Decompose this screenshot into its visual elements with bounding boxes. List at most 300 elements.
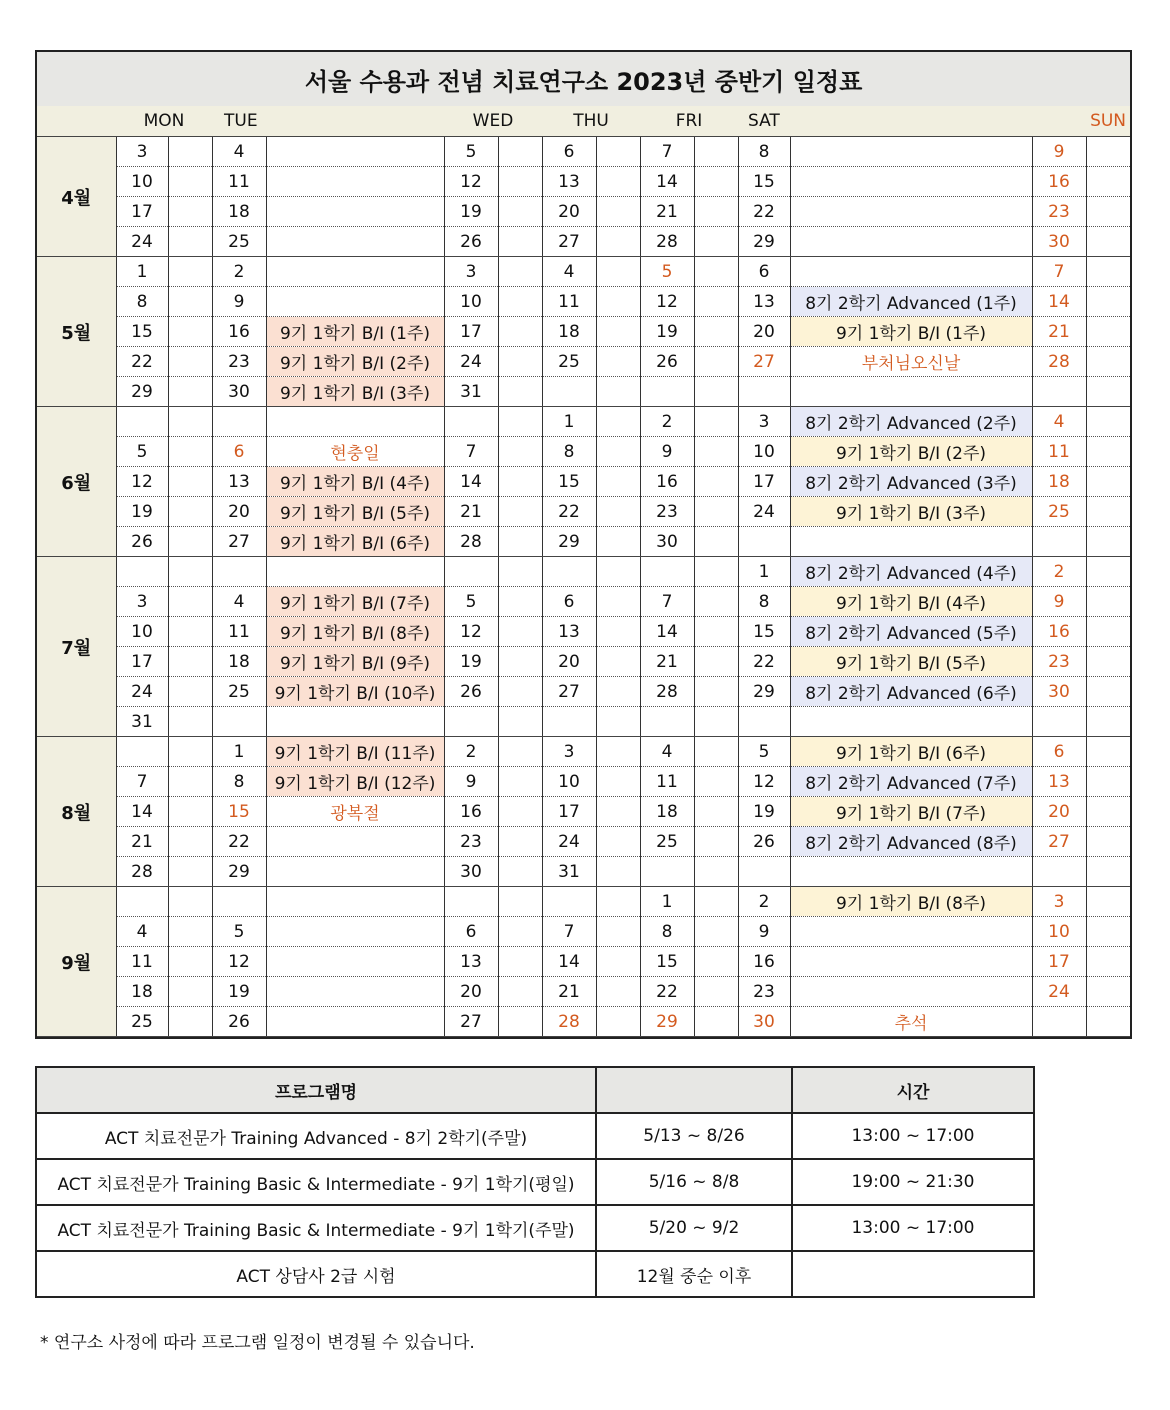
date-cell: 16	[1032, 167, 1086, 197]
weekday-event-cell	[266, 977, 444, 1007]
spacer-cell	[596, 167, 640, 197]
date-cell: 30	[640, 527, 694, 557]
date-cell: 21	[1032, 317, 1086, 347]
month-label: 9월	[37, 887, 116, 1037]
date-cell: 10	[444, 287, 498, 317]
date-cell: 30	[212, 377, 266, 407]
spacer-cell	[168, 797, 212, 827]
spacer-cell	[694, 347, 738, 377]
spacer-cell	[694, 317, 738, 347]
spacer-cell	[1086, 707, 1130, 737]
weekend-event-cell	[790, 977, 1032, 1007]
week-row	[37, 917, 1130, 947]
program-name: ACT 상담사 2급 시험	[36, 1251, 596, 1297]
date-cell: 5	[444, 137, 498, 167]
date-cell	[1032, 527, 1086, 557]
weekday-event-cell: 9기 1학기 B/I (3주)	[266, 377, 444, 407]
spacer-cell	[498, 137, 542, 167]
spacer-cell	[694, 977, 738, 1007]
date-cell: 3	[1032, 887, 1086, 917]
spacer-cell	[168, 827, 212, 857]
spacer-cell	[694, 827, 738, 857]
weekday-event-cell	[266, 887, 444, 917]
spacer-cell	[1086, 407, 1130, 437]
weekday-event-cell	[266, 137, 444, 167]
week-row	[37, 467, 1130, 497]
date-cell: 28	[116, 857, 168, 887]
spacer-cell	[596, 677, 640, 707]
weekday-event-cell: 9기 1학기 B/I (4주)	[266, 467, 444, 497]
week-row	[37, 857, 1130, 887]
weekend-event-cell: 8기 2학기 Advanced (8주)	[790, 827, 1032, 857]
date-cell: 30	[1032, 677, 1086, 707]
spacer-cell	[694, 617, 738, 647]
date-cell: 17	[444, 317, 498, 347]
spacer-cell	[596, 1007, 640, 1037]
date-cell: 5	[212, 917, 266, 947]
weekend-event-cell: 9기 1학기 B/I (3주)	[790, 497, 1032, 527]
week-row	[37, 827, 1130, 857]
date-cell: 21	[542, 977, 596, 1007]
date-cell: 30	[1032, 227, 1086, 257]
program-row	[36, 1159, 1034, 1205]
spacer-cell	[168, 1007, 212, 1037]
week-row	[37, 437, 1130, 467]
spacer-cell	[596, 617, 640, 647]
spacer-cell	[1086, 617, 1130, 647]
date-cell: 7	[640, 587, 694, 617]
date-cell: 16	[212, 317, 266, 347]
date-cell: 18	[212, 197, 266, 227]
date-cell: 3	[116, 587, 168, 617]
weekday-event-cell: 9기 1학기 B/I (5주)	[266, 497, 444, 527]
spacer-cell	[694, 437, 738, 467]
week-row	[37, 737, 1130, 767]
date-cell	[738, 377, 790, 407]
header-time: 시간	[792, 1067, 1034, 1113]
spacer-cell	[596, 377, 640, 407]
spacer-cell	[694, 467, 738, 497]
weekend-event-cell: 9기 1학기 B/I (4주)	[790, 587, 1032, 617]
spacer-cell	[596, 887, 640, 917]
date-cell	[444, 557, 498, 587]
spacer-cell	[498, 857, 542, 887]
spacer-cell	[694, 917, 738, 947]
spacer-cell	[498, 587, 542, 617]
spacer-cell	[694, 677, 738, 707]
date-cell	[1032, 707, 1086, 737]
date-cell: 27	[1032, 827, 1086, 857]
date-cell	[116, 557, 168, 587]
date-cell: 27	[444, 1007, 498, 1037]
weekend-event-cell	[790, 527, 1032, 557]
spacer-cell	[168, 737, 212, 767]
date-cell: 14	[640, 167, 694, 197]
date-cell: 8	[116, 287, 168, 317]
date-cell: 8	[738, 137, 790, 167]
date-cell: 4	[116, 917, 168, 947]
spacer-cell	[168, 347, 212, 377]
weekday-event-cell	[266, 857, 444, 887]
date-cell: 12	[640, 287, 694, 317]
spacer-cell	[596, 347, 640, 377]
date-cell: 15	[738, 167, 790, 197]
week-row	[37, 137, 1130, 167]
weekday-event-cell: 9기 1학기 B/I (9주)	[266, 647, 444, 677]
date-cell: 20	[542, 647, 596, 677]
date-cell: 11	[542, 287, 596, 317]
date-cell: 15	[542, 467, 596, 497]
weekday-event-cell	[266, 947, 444, 977]
spacer-cell	[596, 647, 640, 677]
spacer-cell	[498, 257, 542, 287]
day-wed: WED	[444, 106, 542, 137]
date-cell	[640, 377, 694, 407]
date-cell: 9	[640, 437, 694, 467]
date-cell: 18	[542, 317, 596, 347]
date-cell: 19	[444, 647, 498, 677]
date-cell: 15	[738, 617, 790, 647]
date-cell: 19	[212, 977, 266, 1007]
date-cell: 2	[1032, 557, 1086, 587]
spacer-cell	[694, 377, 738, 407]
date-cell: 17	[542, 797, 596, 827]
week-row	[37, 167, 1130, 197]
day-thu: THU	[542, 106, 640, 137]
date-cell	[738, 707, 790, 737]
weekday-event-cell	[266, 227, 444, 257]
spacer-cell	[596, 557, 640, 587]
date-cell: 13	[542, 167, 596, 197]
date-cell: 8	[738, 587, 790, 617]
spacer-cell	[498, 707, 542, 737]
week-row	[37, 227, 1130, 257]
spacer-cell	[1086, 977, 1130, 1007]
weekday-event-cell: 현충일	[266, 437, 444, 467]
spacer-cell	[596, 407, 640, 437]
spacer-cell	[1086, 197, 1130, 227]
date-cell	[1032, 857, 1086, 887]
date-cell: 23	[640, 497, 694, 527]
date-cell: 22	[116, 347, 168, 377]
day-tue: TUE	[212, 106, 444, 137]
weekend-event-cell	[790, 257, 1032, 287]
weekend-event-cell: 부처님오신날	[790, 347, 1032, 377]
date-cell	[542, 887, 596, 917]
date-cell: 28	[1032, 347, 1086, 377]
spacer-cell	[694, 797, 738, 827]
date-cell: 4	[542, 257, 596, 287]
date-cell: 1	[212, 737, 266, 767]
day-sat: SAT	[738, 106, 1032, 137]
date-cell: 2	[640, 407, 694, 437]
date-cell	[542, 557, 596, 587]
program-table	[35, 1066, 1035, 1298]
date-cell: 17	[116, 197, 168, 227]
date-cell: 24	[738, 497, 790, 527]
date-cell: 2	[444, 737, 498, 767]
weekday-event-cell	[266, 827, 444, 857]
date-cell: 16	[444, 797, 498, 827]
date-cell: 22	[212, 827, 266, 857]
date-cell	[212, 707, 266, 737]
spacer-cell	[596, 497, 640, 527]
date-cell: 26	[738, 827, 790, 857]
footnote: * 연구소 사정에 따라 프로그램 일정이 변경될 수 있습니다.	[40, 1333, 475, 1353]
date-cell: 6	[1032, 737, 1086, 767]
spacer-cell	[168, 527, 212, 557]
date-cell	[116, 407, 168, 437]
weekday-event-cell	[266, 257, 444, 287]
weekend-event-cell: 8기 2학기 Advanced (1주)	[790, 287, 1032, 317]
spacer-cell	[168, 197, 212, 227]
date-cell: 1	[116, 257, 168, 287]
spacer-cell	[694, 287, 738, 317]
date-cell: 6	[542, 587, 596, 617]
spacer-cell	[168, 437, 212, 467]
weekday-event-cell	[266, 1007, 444, 1037]
date-cell	[444, 887, 498, 917]
program-row	[36, 1205, 1034, 1251]
spacer-cell	[168, 857, 212, 887]
spacer-cell	[596, 857, 640, 887]
program-row	[36, 1251, 1034, 1297]
spacer-cell	[596, 947, 640, 977]
spacer-cell	[498, 947, 542, 977]
spacer-cell	[498, 827, 542, 857]
spacer-cell	[498, 377, 542, 407]
date-cell: 22	[640, 977, 694, 1007]
date-cell: 2	[738, 887, 790, 917]
date-cell: 13	[738, 287, 790, 317]
date-cell: 11	[116, 947, 168, 977]
date-cell: 3	[444, 257, 498, 287]
date-cell: 30	[738, 1007, 790, 1037]
spacer-cell	[168, 287, 212, 317]
spacer-cell	[1086, 767, 1130, 797]
date-cell: 3	[738, 407, 790, 437]
week-row	[37, 557, 1130, 587]
date-cell: 11	[212, 167, 266, 197]
spacer-cell	[168, 887, 212, 917]
page-title: 서울 수용과 전념 치료연구소 2023년 중반기 일정표	[37, 52, 1130, 106]
weekend-event-cell: 추석	[790, 1007, 1032, 1037]
date-cell: 7	[116, 767, 168, 797]
date-cell: 14	[542, 947, 596, 977]
spacer-cell	[596, 227, 640, 257]
weekday-event-cell: 9기 1학기 B/I (8주)	[266, 617, 444, 647]
date-cell: 24	[116, 227, 168, 257]
spacer-cell	[1086, 167, 1130, 197]
day-fri: FRI	[640, 106, 738, 137]
program-time: 13:00 ~ 17:00	[792, 1205, 1034, 1251]
date-cell: 12	[444, 617, 498, 647]
spacer-cell	[596, 287, 640, 317]
weekend-event-cell	[790, 377, 1032, 407]
week-row	[37, 197, 1130, 227]
spacer-cell	[694, 647, 738, 677]
date-cell: 24	[444, 347, 498, 377]
date-cell: 21	[640, 197, 694, 227]
week-row	[37, 377, 1130, 407]
date-cell: 5	[640, 257, 694, 287]
date-cell: 22	[738, 197, 790, 227]
spacer-cell	[694, 707, 738, 737]
spacer-cell	[1086, 527, 1130, 557]
date-cell: 19	[444, 197, 498, 227]
weekday-event-cell	[266, 287, 444, 317]
date-cell: 9	[212, 287, 266, 317]
spacer-cell	[498, 977, 542, 1007]
date-cell: 8	[212, 767, 266, 797]
date-cell: 6	[212, 437, 266, 467]
date-cell: 6	[444, 917, 498, 947]
spacer-cell	[694, 167, 738, 197]
weekend-event-cell: 8기 2학기 Advanced (5주)	[790, 617, 1032, 647]
date-cell: 10	[116, 167, 168, 197]
spacer-cell	[168, 407, 212, 437]
spacer-cell	[168, 137, 212, 167]
month-label: 8월	[37, 737, 116, 887]
date-cell: 21	[640, 647, 694, 677]
spacer-cell	[694, 257, 738, 287]
date-cell: 18	[640, 797, 694, 827]
week-row	[37, 797, 1130, 827]
date-cell: 25	[1032, 497, 1086, 527]
date-cell: 29	[212, 857, 266, 887]
date-cell: 3	[116, 137, 168, 167]
date-cell: 27	[542, 227, 596, 257]
spacer-cell	[168, 497, 212, 527]
date-cell: 9	[1032, 587, 1086, 617]
date-cell: 28	[640, 677, 694, 707]
date-cell: 6	[738, 257, 790, 287]
spacer-cell	[168, 467, 212, 497]
program-time: 13:00 ~ 17:00	[792, 1113, 1034, 1159]
date-cell: 19	[116, 497, 168, 527]
date-cell	[640, 557, 694, 587]
week-row	[37, 887, 1130, 917]
date-cell: 26	[212, 1007, 266, 1037]
spacer-cell	[168, 557, 212, 587]
date-cell: 16	[738, 947, 790, 977]
weekend-event-cell: 9기 1학기 B/I (6주)	[790, 737, 1032, 767]
spacer-cell	[694, 947, 738, 977]
spacer-cell	[1086, 827, 1130, 857]
spacer-cell	[498, 617, 542, 647]
week-row	[37, 527, 1130, 557]
date-cell: 10	[542, 767, 596, 797]
spacer-cell	[1086, 257, 1130, 287]
date-cell: 5	[116, 437, 168, 467]
spacer-cell	[596, 437, 640, 467]
spacer-cell	[498, 317, 542, 347]
program-name: ACT 치료전문가 Training Advanced - 8기 2학기(주말)	[36, 1113, 596, 1159]
date-cell: 10	[1032, 917, 1086, 947]
week-row	[37, 677, 1130, 707]
weekend-event-cell	[790, 707, 1032, 737]
date-cell: 4	[212, 137, 266, 167]
spacer-cell	[1086, 137, 1130, 167]
weekday-event-cell: 9기 1학기 B/I (12주)	[266, 767, 444, 797]
program-name: ACT 치료전문가 Training Basic & Intermediate - 9기 1학기(주말)	[36, 1205, 596, 1251]
schedule-calendar	[35, 50, 1132, 1039]
date-cell: 24	[1032, 977, 1086, 1007]
date-cell	[444, 707, 498, 737]
date-cell: 14	[444, 467, 498, 497]
date-cell: 30	[444, 857, 498, 887]
date-cell: 19	[738, 797, 790, 827]
spacer-cell	[168, 587, 212, 617]
spacer-cell	[1086, 737, 1130, 767]
week-row	[37, 707, 1130, 737]
date-cell: 11	[640, 767, 694, 797]
date-cell: 10	[116, 617, 168, 647]
spacer-cell	[168, 647, 212, 677]
program-period: 12월 중순 이후	[596, 1251, 792, 1297]
date-cell: 24	[542, 827, 596, 857]
spacer-cell	[596, 197, 640, 227]
date-cell: 20	[542, 197, 596, 227]
date-cell	[640, 857, 694, 887]
date-cell: 25	[116, 1007, 168, 1037]
week-row	[37, 407, 1130, 437]
date-cell: 29	[738, 677, 790, 707]
week-row	[37, 317, 1130, 347]
date-cell: 12	[444, 167, 498, 197]
spacer-cell	[1086, 347, 1130, 377]
spacer-cell	[1086, 587, 1130, 617]
spacer-cell	[1086, 947, 1130, 977]
date-cell: 13	[444, 947, 498, 977]
date-cell: 7	[1032, 257, 1086, 287]
date-cell: 27	[738, 347, 790, 377]
spacer-cell	[498, 227, 542, 257]
spacer-cell	[168, 257, 212, 287]
spacer-cell	[694, 857, 738, 887]
date-cell: 1	[640, 887, 694, 917]
date-cell: 8	[640, 917, 694, 947]
date-cell: 25	[212, 677, 266, 707]
date-cell: 5	[738, 737, 790, 767]
weekend-event-cell: 9기 1학기 B/I (7주)	[790, 797, 1032, 827]
date-cell	[640, 707, 694, 737]
date-cell: 24	[116, 677, 168, 707]
date-cell: 12	[738, 767, 790, 797]
weekday-event-cell	[266, 707, 444, 737]
spacer-cell	[1086, 797, 1130, 827]
date-cell: 15	[212, 797, 266, 827]
spacer-cell	[168, 977, 212, 1007]
week-row	[37, 347, 1130, 377]
spacer-cell	[1086, 647, 1130, 677]
date-cell: 17	[116, 647, 168, 677]
spacer-cell	[1086, 1007, 1130, 1037]
date-cell: 9	[444, 767, 498, 797]
program-name: ACT 치료전문가 Training Basic & Intermediate - 9기 1학기(평일)	[36, 1159, 596, 1205]
date-cell: 23	[212, 347, 266, 377]
date-cell: 15	[116, 317, 168, 347]
date-cell	[1032, 377, 1086, 407]
program-time: 19:00 ~ 21:30	[792, 1159, 1034, 1205]
weekday-event-cell	[266, 557, 444, 587]
date-cell: 4	[1032, 407, 1086, 437]
weekend-event-cell: 9기 1학기 B/I (1주)	[790, 317, 1032, 347]
date-cell: 19	[640, 317, 694, 347]
spacer-cell	[498, 647, 542, 677]
date-cell	[738, 527, 790, 557]
date-cell	[212, 407, 266, 437]
